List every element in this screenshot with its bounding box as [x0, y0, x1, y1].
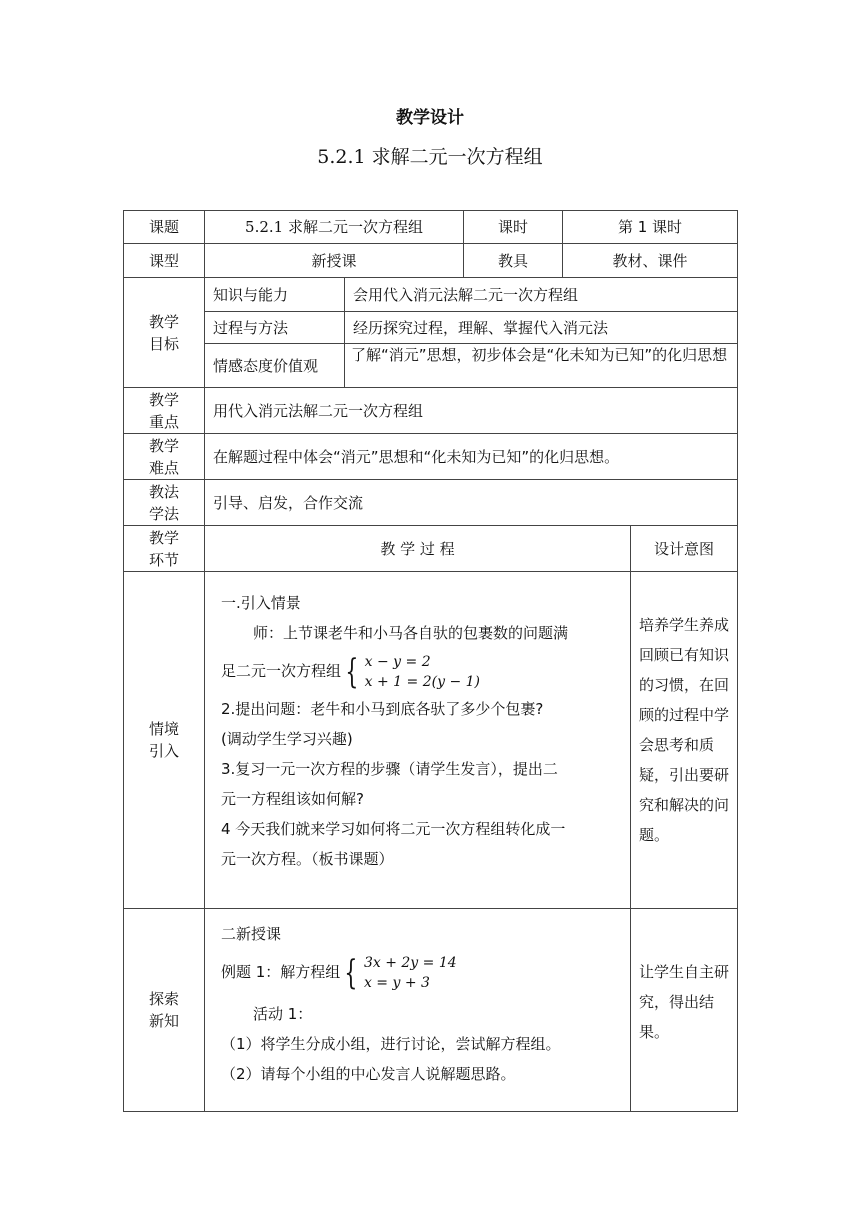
paragraph: (调动学生学习兴趣) — [221, 730, 353, 748]
equation-line: 3x + 2y = 14 — [363, 954, 457, 971]
label-stage: 教学 环节 — [123, 525, 205, 572]
paragraph: 4 今天我们就来学习如何将二元一次方程组转化成一 — [221, 820, 566, 838]
objective-name-knowledge: 知识与能力 — [204, 277, 345, 312]
label-periods: 课时 — [463, 210, 563, 244]
equation-system — [341, 652, 480, 692]
paragraph: 师：上节课老牛和小马各自驮的包裹数的问题满 — [253, 624, 569, 642]
paragraph-text: 例题 1：解方程组 — [221, 963, 341, 981]
brace-icon: { — [345, 651, 359, 692]
equation-system — [340, 953, 456, 993]
header-intent: 设计意图 — [630, 525, 738, 572]
label-topic: 课题 — [123, 210, 205, 244]
document-subtitle: 5.2.1 求解二元一次方程组 — [317, 146, 543, 168]
label-key-point: 教学 重点 — [123, 387, 205, 434]
label-stage-new-knowledge: 探索 新知 — [123, 908, 205, 1112]
objective-name-process: 过程与方法 — [204, 311, 345, 344]
value-difficulty: 在解题过程中体会“消元”思想和“化未知为已知”的化归思想。 — [204, 433, 738, 480]
paragraph-text: 足二元一次方程组 — [221, 662, 342, 680]
paragraph — [221, 949, 622, 995]
objective-value-process: 经历探究过程，理解、掌握代入消元法 — [344, 311, 738, 344]
label-teaching-aids: 教具 — [463, 243, 563, 278]
value-periods: 第 1 课时 — [562, 210, 738, 244]
equation-line: x + 1 = 2(y − 1) — [364, 673, 480, 690]
process-introduction — [204, 571, 631, 909]
intent-introduction: 培养学生养成回顾已有知识的习惯，在回顾的过程中学会思考和质疑，引出要研究和解决的问题。 — [630, 571, 738, 909]
value-method: 引导、启发，合作交流 — [204, 479, 738, 526]
paragraph: 3.复习一元一次方程的步骤（请学生发言），提出二 — [221, 760, 558, 778]
objective-value-attitude: 了解“消元”思想，初步体会是“化未知为已知”的化归思想 — [344, 343, 738, 388]
intent-new-knowledge: 让学生自主研究，得出结果。 — [630, 908, 738, 1112]
paragraph: 2.提出问题：老牛和小马到底各驮了多少个包裹? — [221, 700, 544, 718]
equation-line: x − y = 2 — [364, 653, 431, 670]
process-new-knowledge — [204, 908, 631, 1112]
objective-name-attitude: 情感态度价值观 — [204, 343, 345, 388]
brace-icon: { — [344, 952, 358, 993]
section-heading: 一.引入情景 — [221, 594, 301, 612]
value-lesson-type: 新授课 — [204, 243, 464, 278]
label-method: 教法 学法 — [123, 479, 205, 526]
paragraph: 元一次方程。（板书课题） — [221, 850, 394, 868]
paragraph: 元一方程组该如何解? — [221, 790, 364, 808]
label-objectives: 教学 目标 — [123, 277, 205, 388]
section-heading: 二新授课 — [221, 925, 282, 943]
equation-line: x = y + 3 — [363, 974, 430, 991]
header-process: 教 学 过 程 — [204, 525, 631, 572]
value-topic: 5.2.1 求解二元一次方程组 — [204, 210, 464, 244]
label-stage-introduction: 情境 引入 — [123, 571, 205, 909]
document-title: 教学设计 — [396, 108, 464, 128]
value-teaching-aids: 教材、课件 — [562, 243, 738, 278]
paragraph: （2）请每个小组的中心发言人说解题思路。 — [221, 1065, 516, 1083]
objective-value-knowledge: 会用代入消元法解二元一次方程组 — [344, 277, 738, 312]
paragraph: （1）将学生分成小组，进行讨论，尝试解方程组。 — [221, 1035, 561, 1053]
label-lesson-type: 课型 — [123, 243, 205, 278]
paragraph: 活动 1： — [253, 1005, 313, 1023]
value-key-point: 用代入消元法解二元一次方程组 — [204, 387, 738, 434]
label-difficulty: 教学 难点 — [123, 433, 205, 480]
paragraph — [221, 648, 622, 694]
